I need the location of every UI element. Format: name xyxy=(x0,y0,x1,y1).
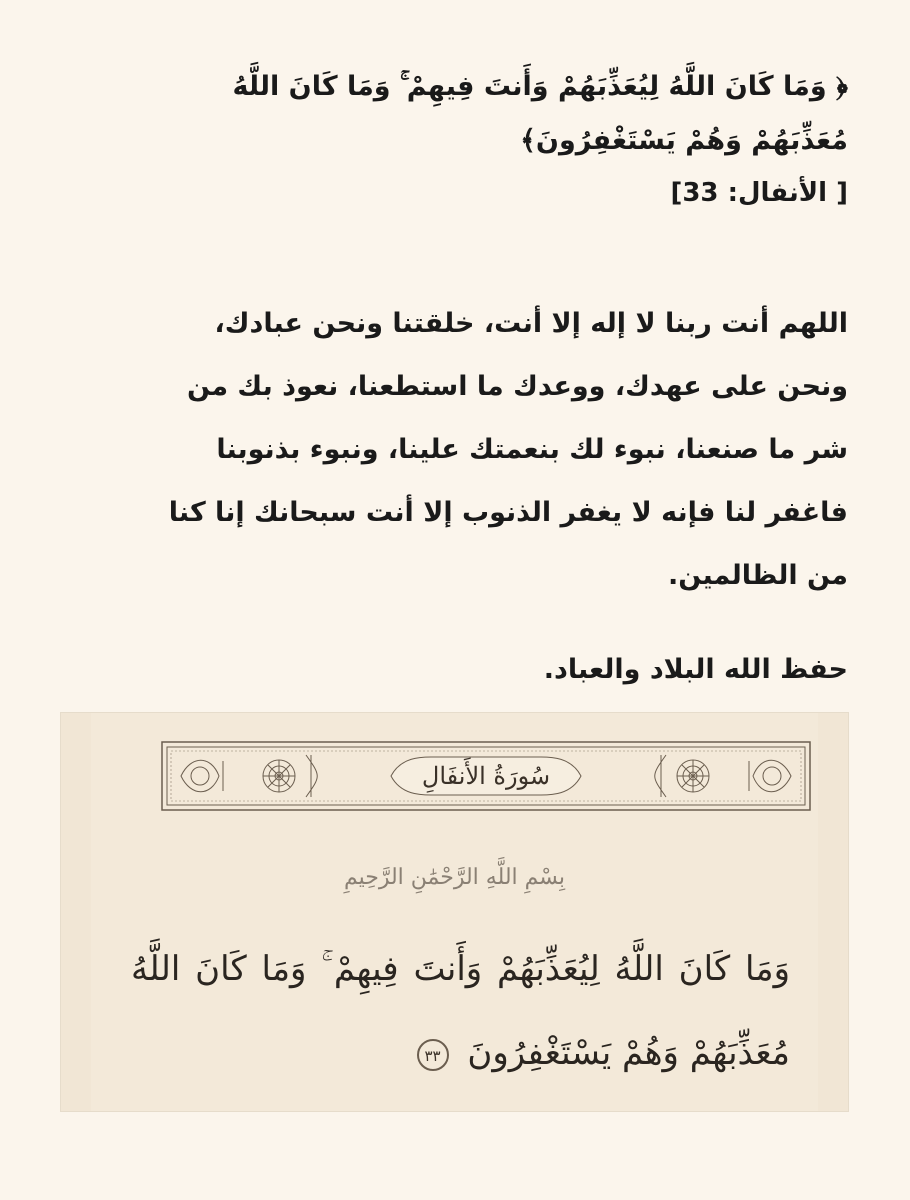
mushaf-page-paper xyxy=(91,713,818,1111)
dua-line-3: شر ما صنعنا، نبوء لك بنعمتك علينا، ونبوء بذنوبنا xyxy=(216,434,848,465)
dua-line-5: من الظالمين. xyxy=(667,560,848,591)
dua-line-2: ونحن على عهدك، ووعدك ما استطعنا، نعوذ بك من xyxy=(187,371,848,402)
verse-reference: [ الأنفال: 33] xyxy=(670,178,848,208)
mushaf-verse-line-2 xyxy=(417,1029,790,1077)
quran-verse-block xyxy=(40,60,848,218)
basmala: بِسْمِ اللَّهِ الرَّحْمَٰنِ الرَّحِيمِ xyxy=(343,865,566,890)
verse-line-1: ﴿ وَمَا كَانَ اللَّهُ لِيُعَذِّبَهُمْ وَأَنتَ فِيهِمْ ۚ وَمَا كَانَ اللَّهُ xyxy=(232,71,848,102)
mushaf-verse-line-1: وَمَا كَانَ اللَّهُ لِيُعَذِّبَهُمْ وَأَنتَ فِيهِمْ ۚ وَمَا كَانَ اللَّهُ xyxy=(131,949,790,989)
mushaf-verse-line-2-text: مُعَذِّبَهُمْ وَهُمْ يَسْتَغْفِرُونَ xyxy=(467,1033,790,1073)
surah-header-frame xyxy=(161,741,811,811)
surah-title: سُورَةُ الأَنفَالِ xyxy=(421,762,551,790)
verse-line-2: مُعَذِّبَهُمْ وَهُمْ يَسْتَغْفِرُونَ﴾ xyxy=(520,125,848,156)
ayah-number-marker: ٣٣ xyxy=(417,1039,449,1071)
dua-line-1: اللهم أنت ربنا لا إله إلا أنت، خلقتنا ونحن عبادك، xyxy=(214,308,848,339)
dua-block xyxy=(40,292,848,607)
closing-prayer: حفظ الله البلاد والعباد. xyxy=(543,654,848,685)
dua-line-4: فاغفر لنا فإنه لا يغفر الذنوب إلا أنت سبحانك إنا كنا xyxy=(168,497,848,528)
mushaf-page-image xyxy=(60,712,849,1112)
